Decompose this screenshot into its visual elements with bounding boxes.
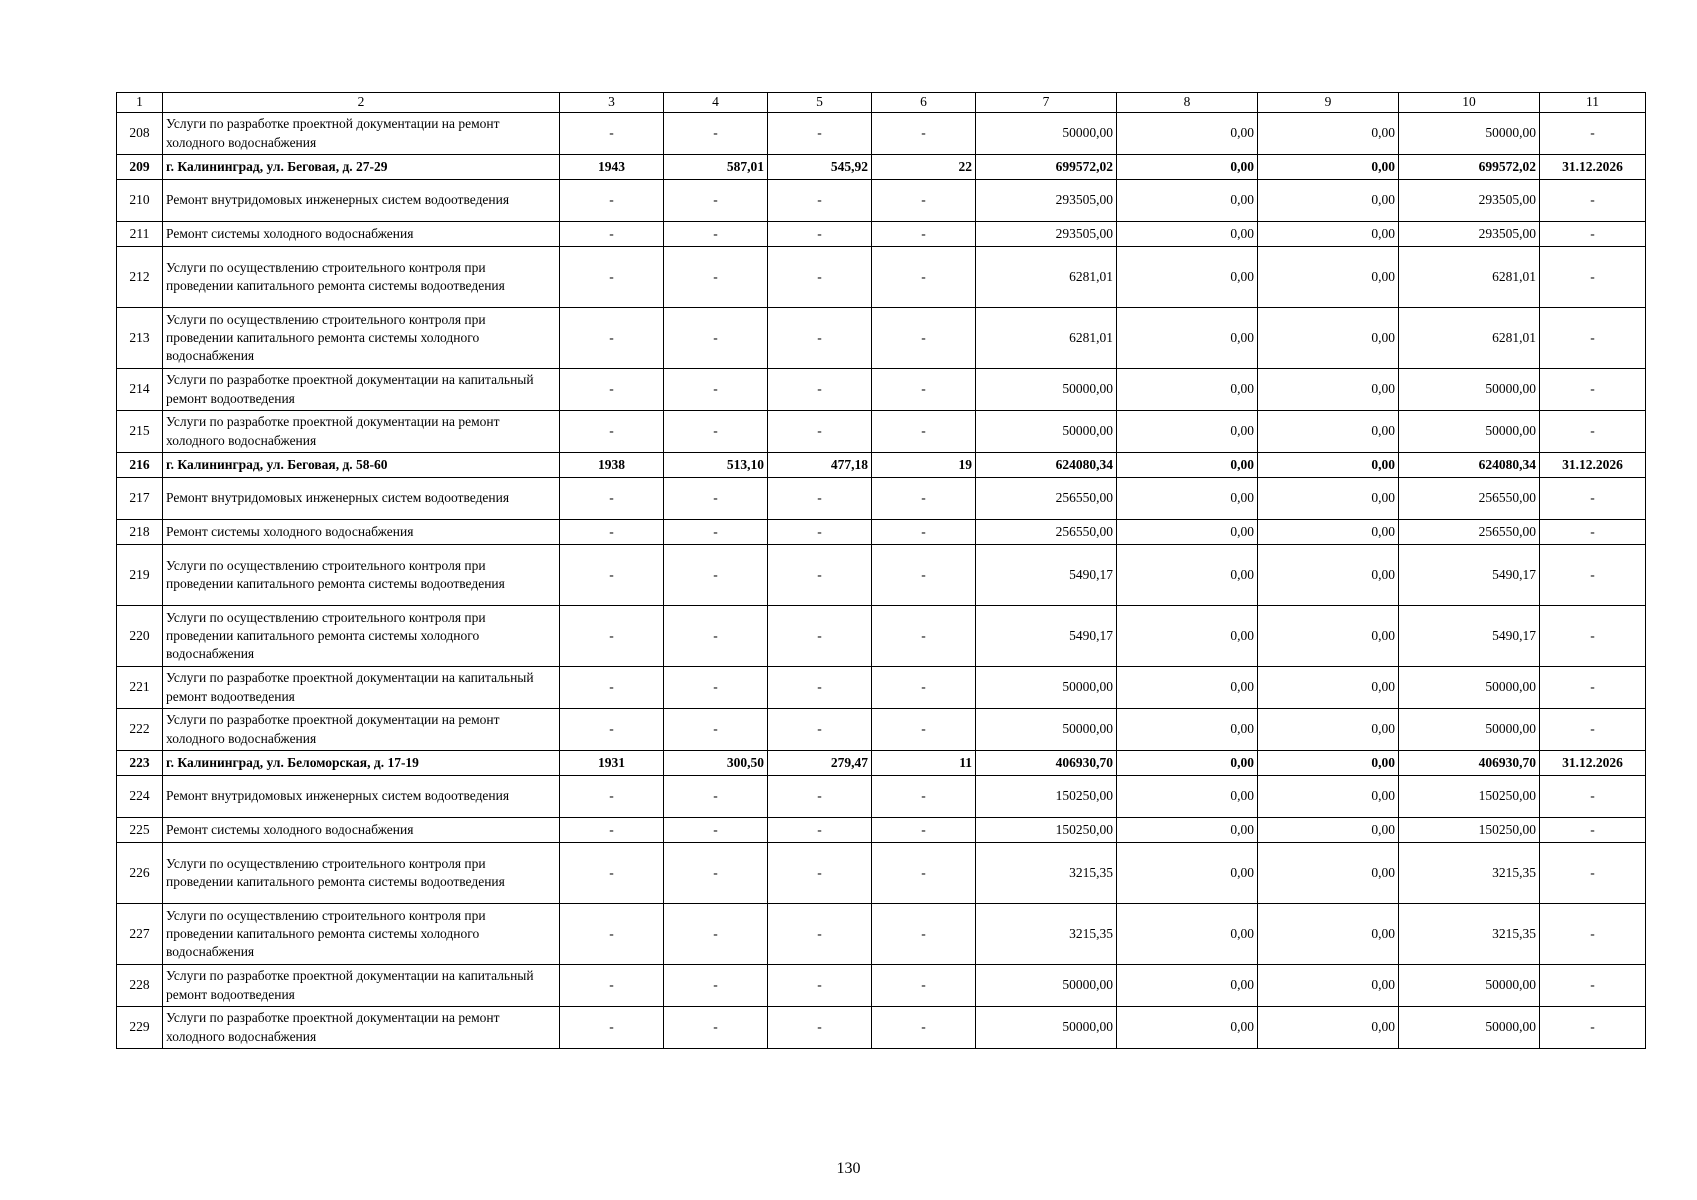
cell-col-7: 699572,02 [976,155,1117,180]
table-row [117,155,1646,180]
work-name: Ремонт внутридомовых инженерных систем водоотведения [163,180,560,222]
cell-col-11: - [1540,222,1646,247]
column-number: 11 [1540,93,1646,113]
cell-col-4: - [664,965,768,1007]
cell-col-3: 1938 [560,453,664,478]
cell-col-11: - [1540,843,1646,904]
cell-col-6: 22 [872,155,976,180]
cell-col-8: 0,00 [1117,751,1258,776]
work-name: Услуги по разработке проектной документации на ремонт холодного водоснабжения [163,709,560,751]
cell-col-10: 293505,00 [1399,180,1540,222]
cell-col-4: - [664,545,768,606]
cell-col-3: 1931 [560,751,664,776]
cell-col-11: 31.12.2026 [1540,751,1646,776]
cell-col-5: - [768,180,872,222]
cell-col-8: 0,00 [1117,843,1258,904]
cell-col-5: - [768,308,872,369]
cell-col-7: 150250,00 [976,776,1117,818]
row-number: 228 [117,965,163,1007]
cell-col-8: 0,00 [1117,155,1258,180]
cell-col-3: - [560,545,664,606]
cell-col-6: 11 [872,751,976,776]
cell-col-8: 0,00 [1117,222,1258,247]
work-name: Услуги по осуществлению строительного контроля при проведении капитального ремонта системы холодного водоснабжения [163,904,560,965]
cell-col-6: - [872,709,976,751]
cell-col-11: - [1540,667,1646,709]
cell-col-10: 699572,02 [1399,155,1540,180]
cell-col-9: 0,00 [1258,453,1399,478]
cell-col-8: 0,00 [1117,308,1258,369]
cell-col-10: 50000,00 [1399,709,1540,751]
cell-col-11: - [1540,904,1646,965]
cell-col-8: 0,00 [1117,606,1258,667]
table-row [117,843,1646,904]
work-name: Услуги по осуществлению строительного контроля при проведении капитального ремонта системы водоотведения [163,247,560,308]
table-row [117,545,1646,606]
cell-col-8: 0,00 [1117,776,1258,818]
cell-col-3: - [560,520,664,545]
cell-col-3: - [560,369,664,411]
cell-col-11: 31.12.2026 [1540,155,1646,180]
work-name: Услуги по осуществлению строительного контроля при проведении капитального ремонта системы водоотведения [163,545,560,606]
cell-col-11: - [1540,478,1646,520]
cell-col-7: 624080,34 [976,453,1117,478]
cell-col-10: 3215,35 [1399,843,1540,904]
cell-col-10: 50000,00 [1399,965,1540,1007]
cell-col-7: 3215,35 [976,904,1117,965]
cell-col-4: - [664,606,768,667]
cell-col-11: - [1540,520,1646,545]
table-row [117,520,1646,545]
cell-col-9: 0,00 [1258,113,1399,155]
cell-col-7: 3215,35 [976,843,1117,904]
work-name: Услуги по разработке проектной документации на капитальный ремонт водоотведения [163,369,560,411]
cell-col-4: 513,10 [664,453,768,478]
cell-col-9: 0,00 [1258,965,1399,1007]
cell-col-10: 150250,00 [1399,776,1540,818]
cell-col-9: 0,00 [1258,776,1399,818]
cell-col-6: - [872,843,976,904]
cell-col-3: - [560,222,664,247]
cell-col-4: - [664,113,768,155]
row-number: 226 [117,843,163,904]
cell-col-7: 50000,00 [976,709,1117,751]
table-row [117,965,1646,1007]
cell-col-7: 50000,00 [976,965,1117,1007]
table-row [117,453,1646,478]
cell-col-10: 50000,00 [1399,667,1540,709]
cell-col-5: - [768,478,872,520]
cell-col-9: 0,00 [1258,247,1399,308]
cell-col-6: - [872,965,976,1007]
row-number: 221 [117,667,163,709]
cell-col-9: 0,00 [1258,709,1399,751]
work-name: г. Калининград, ул. Беговая, д. 27-29 [163,155,560,180]
cell-col-7: 406930,70 [976,751,1117,776]
cell-col-3: - [560,965,664,1007]
cell-col-7: 5490,17 [976,545,1117,606]
work-name: Услуги по осуществлению строительного контроля при проведении капитального ремонта системы холодного водоснабжения [163,308,560,369]
cell-col-8: 0,00 [1117,520,1258,545]
cell-col-3: - [560,308,664,369]
cell-col-10: 6281,01 [1399,247,1540,308]
cell-col-3: - [560,818,664,843]
cell-col-9: 0,00 [1258,818,1399,843]
cell-col-4: - [664,904,768,965]
table-row [117,247,1646,308]
cell-col-5: 279,47 [768,751,872,776]
column-number: 5 [768,93,872,113]
column-number: 7 [976,93,1117,113]
cell-col-5: 545,92 [768,155,872,180]
cell-col-4: - [664,222,768,247]
table-row [117,776,1646,818]
table-row [117,113,1646,155]
cell-col-4: - [664,1007,768,1049]
cell-col-9: 0,00 [1258,180,1399,222]
cell-col-4: - [664,411,768,453]
cell-col-9: 0,00 [1258,369,1399,411]
cell-col-4: 587,01 [664,155,768,180]
cell-col-8: 0,00 [1117,667,1258,709]
row-number: 220 [117,606,163,667]
table-row [117,709,1646,751]
work-name: Услуги по разработке проектной документации на капитальный ремонт водоотведения [163,965,560,1007]
works-table [116,92,1646,1049]
cell-col-5: - [768,113,872,155]
cell-col-9: 0,00 [1258,520,1399,545]
row-number: 218 [117,520,163,545]
cell-col-11: - [1540,965,1646,1007]
cell-col-9: 0,00 [1258,751,1399,776]
cell-col-7: 293505,00 [976,222,1117,247]
cell-col-4: - [664,667,768,709]
cell-col-4: - [664,709,768,751]
page-number: 130 [836,1160,861,1177]
cell-col-10: 406930,70 [1399,751,1540,776]
cell-col-5: - [768,545,872,606]
cell-col-7: 6281,01 [976,247,1117,308]
row-number: 217 [117,478,163,520]
cell-col-4: - [664,776,768,818]
cell-col-3: 1943 [560,155,664,180]
cell-col-5: - [768,606,872,667]
row-number: 212 [117,247,163,308]
cell-col-5: - [768,520,872,545]
table-body [117,93,1646,1049]
work-name: Ремонт внутридомовых инженерных систем водоотведения [163,478,560,520]
cell-col-10: 5490,17 [1399,545,1540,606]
cell-col-8: 0,00 [1117,113,1258,155]
column-number: 10 [1399,93,1540,113]
table-row [117,818,1646,843]
cell-col-6: - [872,520,976,545]
cell-col-3: - [560,478,664,520]
work-name: г. Калининград, ул. Беговая, д. 58-60 [163,453,560,478]
cell-col-6: - [872,545,976,606]
cell-col-5: - [768,904,872,965]
cell-col-3: - [560,776,664,818]
cell-col-7: 50000,00 [976,411,1117,453]
cell-col-6: - [872,1007,976,1049]
cell-col-7: 5490,17 [976,606,1117,667]
cell-col-6: - [872,818,976,843]
column-number: 9 [1258,93,1399,113]
cell-col-4: - [664,843,768,904]
column-number: 6 [872,93,976,113]
cell-col-9: 0,00 [1258,478,1399,520]
column-number: 1 [117,93,163,113]
work-name: Услуги по разработке проектной документации на капитальный ремонт водоотведения [163,667,560,709]
cell-col-3: - [560,113,664,155]
cell-col-7: 50000,00 [976,1007,1117,1049]
row-number: 229 [117,1007,163,1049]
cell-col-9: 0,00 [1258,606,1399,667]
cell-col-5: - [768,1007,872,1049]
cell-col-9: 0,00 [1258,545,1399,606]
work-name: г. Калининград, ул. Беломорская, д. 17-19 [163,751,560,776]
cell-col-8: 0,00 [1117,369,1258,411]
cell-col-6: - [872,113,976,155]
cell-col-11: - [1540,369,1646,411]
work-name: Услуги по осуществлению строительного контроля при проведении капитального ремонта системы водоотведения [163,843,560,904]
cell-col-9: 0,00 [1258,308,1399,369]
cell-col-6: - [872,478,976,520]
cell-col-5: - [768,411,872,453]
cell-col-5: - [768,222,872,247]
cell-col-4: - [664,247,768,308]
cell-col-11: - [1540,709,1646,751]
work-name: Ремонт системы холодного водоснабжения [163,222,560,247]
table-row [117,667,1646,709]
cell-col-3: - [560,247,664,308]
cell-col-10: 50000,00 [1399,113,1540,155]
cell-col-9: 0,00 [1258,411,1399,453]
cell-col-3: - [560,411,664,453]
row-number: 227 [117,904,163,965]
cell-col-4: - [664,520,768,545]
cell-col-8: 0,00 [1117,965,1258,1007]
cell-col-10: 6281,01 [1399,308,1540,369]
cell-col-3: - [560,606,664,667]
cell-col-7: 256550,00 [976,478,1117,520]
row-number: 208 [117,113,163,155]
cell-col-9: 0,00 [1258,155,1399,180]
cell-col-6: - [872,369,976,411]
cell-col-11: 31.12.2026 [1540,453,1646,478]
row-number: 224 [117,776,163,818]
cell-col-11: - [1540,776,1646,818]
cell-col-9: 0,00 [1258,1007,1399,1049]
work-name: Услуги по разработке проектной документации на ремонт холодного водоснабжения [163,113,560,155]
cell-col-7: 293505,00 [976,180,1117,222]
cell-col-3: - [560,667,664,709]
cell-col-7: 150250,00 [976,818,1117,843]
cell-col-3: - [560,1007,664,1049]
table-row [117,478,1646,520]
cell-col-11: - [1540,818,1646,843]
cell-col-10: 256550,00 [1399,520,1540,545]
cell-col-8: 0,00 [1117,453,1258,478]
cell-col-7: 6281,01 [976,308,1117,369]
cell-col-10: 256550,00 [1399,478,1540,520]
cell-col-7: 50000,00 [976,667,1117,709]
cell-col-8: 0,00 [1117,1007,1258,1049]
cell-col-5: - [768,965,872,1007]
cell-col-5: - [768,247,872,308]
table-row [117,904,1646,965]
cell-col-8: 0,00 [1117,478,1258,520]
table-row [117,222,1646,247]
cell-col-5: - [768,667,872,709]
cell-col-8: 0,00 [1117,709,1258,751]
cell-col-11: - [1540,1007,1646,1049]
cell-col-11: - [1540,247,1646,308]
column-number: 3 [560,93,664,113]
cell-col-11: - [1540,308,1646,369]
cell-col-6: - [872,180,976,222]
column-number: 8 [1117,93,1258,113]
table-row [117,369,1646,411]
cell-col-4: - [664,308,768,369]
column-number-row [117,93,1646,113]
cell-col-10: 50000,00 [1399,1007,1540,1049]
table-row [117,1007,1646,1049]
cell-col-8: 0,00 [1117,411,1258,453]
cell-col-5: - [768,369,872,411]
work-name: Услуги по осуществлению строительного контроля при проведении капитального ремонта системы холодного водоснабжения [163,606,560,667]
row-number: 219 [117,545,163,606]
cell-col-11: - [1540,113,1646,155]
cell-col-10: 3215,35 [1399,904,1540,965]
row-number: 211 [117,222,163,247]
row-number: 216 [117,453,163,478]
cell-col-6: - [872,308,976,369]
cell-col-8: 0,00 [1117,180,1258,222]
cell-col-3: - [560,904,664,965]
cell-col-11: - [1540,411,1646,453]
column-number: 4 [664,93,768,113]
cell-col-5: - [768,776,872,818]
work-name: Ремонт системы холодного водоснабжения [163,520,560,545]
cell-col-8: 0,00 [1117,247,1258,308]
cell-col-6: - [872,667,976,709]
row-number: 214 [117,369,163,411]
row-number: 222 [117,709,163,751]
cell-col-10: 624080,34 [1399,453,1540,478]
row-number: 213 [117,308,163,369]
cell-col-8: 0,00 [1117,818,1258,843]
cell-col-10: 5490,17 [1399,606,1540,667]
cell-col-6: 19 [872,453,976,478]
cell-col-9: 0,00 [1258,222,1399,247]
row-number: 209 [117,155,163,180]
cell-col-8: 0,00 [1117,904,1258,965]
cell-col-11: - [1540,606,1646,667]
cell-col-4: - [664,818,768,843]
cell-col-7: 256550,00 [976,520,1117,545]
cell-col-4: - [664,369,768,411]
cell-col-5: - [768,818,872,843]
work-name: Ремонт системы холодного водоснабжения [163,818,560,843]
cell-col-7: 50000,00 [976,369,1117,411]
cell-col-3: - [560,709,664,751]
row-number: 210 [117,180,163,222]
cell-col-3: - [560,180,664,222]
cell-col-10: 50000,00 [1399,411,1540,453]
row-number: 223 [117,751,163,776]
cell-col-11: - [1540,180,1646,222]
cell-col-10: 293505,00 [1399,222,1540,247]
row-number: 225 [117,818,163,843]
cell-col-7: 50000,00 [976,113,1117,155]
work-name: Услуги по разработке проектной документации на ремонт холодного водоснабжения [163,1007,560,1049]
table-row [117,308,1646,369]
table-row [117,411,1646,453]
cell-col-9: 0,00 [1258,904,1399,965]
table-row [117,606,1646,667]
cell-col-10: 50000,00 [1399,369,1540,411]
cell-col-6: - [872,606,976,667]
cell-col-11: - [1540,545,1646,606]
cell-col-3: - [560,843,664,904]
cell-col-6: - [872,776,976,818]
row-number: 215 [117,411,163,453]
cell-col-6: - [872,904,976,965]
cell-col-6: - [872,247,976,308]
work-name: Ремонт внутридомовых инженерных систем водоотведения [163,776,560,818]
cell-col-4: 300,50 [664,751,768,776]
cell-col-5: - [768,843,872,904]
cell-col-9: 0,00 [1258,667,1399,709]
column-number: 2 [163,93,560,113]
cell-col-6: - [872,411,976,453]
cell-col-9: 0,00 [1258,843,1399,904]
table-row [117,180,1646,222]
cell-col-10: 150250,00 [1399,818,1540,843]
cell-col-8: 0,00 [1117,545,1258,606]
cell-col-4: - [664,478,768,520]
cell-col-5: - [768,709,872,751]
table-row [117,751,1646,776]
work-name: Услуги по разработке проектной документации на ремонт холодного водоснабжения [163,411,560,453]
cell-col-5: 477,18 [768,453,872,478]
cell-col-4: - [664,180,768,222]
cell-col-6: - [872,222,976,247]
